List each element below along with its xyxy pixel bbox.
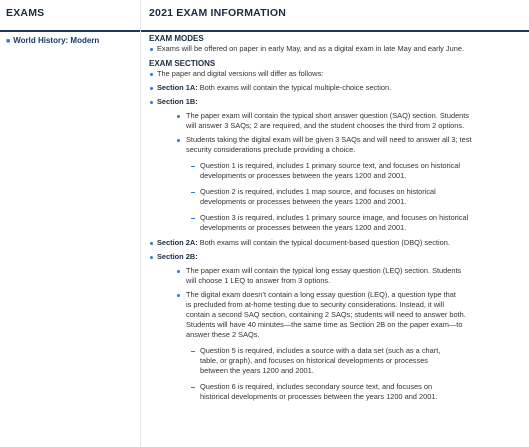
section-1a bbox=[149, 83, 521, 93]
question-6 bbox=[149, 382, 521, 402]
section-1b-label: Section 1B: bbox=[157, 97, 198, 106]
section-1b-paper-line2: will answer 3 SAQs; 2 are required, and the student chooses the third from 2 options. bbox=[186, 121, 465, 130]
section-2b-paper-line2: will choose 1 LEQ to answer from 3 options. bbox=[186, 276, 331, 285]
question-1-line2: developments or processes between the years 1200 and 2001. bbox=[200, 171, 407, 180]
section-1b-paper-line1: The paper exam will contain the typical short answer question (SAQ) section. Students bbox=[186, 111, 470, 120]
section-2a-text: Both exams will contain the typical document-based question (DBQ) section. bbox=[197, 238, 450, 247]
question-3-line1: Question 3 is required, includes 1 primary source image, and focuses on historical bbox=[200, 213, 469, 222]
question-2-line2: developments or processes between the years 1200 and 2001. bbox=[200, 197, 407, 206]
section-1a-text: Both exams will contain the typical multiple-choice section. bbox=[197, 83, 392, 92]
section-1b-digital-line1: Students taking the digital exam will be given 3 SAQs and will need to answer all 3; test bbox=[186, 135, 472, 144]
section-2b-digital-line3: contain a second SAQ section, containing 2 SAQs; students will need to answer both. bbox=[186, 310, 466, 319]
bullet-icon: ■ bbox=[6, 38, 11, 45]
section-2b-digital-line4: Students will have 40 minutes—the same time as Section 2B on the paper exam—to bbox=[186, 320, 463, 329]
section-2b-digital bbox=[149, 290, 521, 340]
section-1a-label: Section 1A: bbox=[157, 83, 198, 92]
question-2-line1: Question 2 is required, includes 1 map source, and focuses on historical bbox=[200, 187, 436, 196]
section-1b-digital bbox=[149, 135, 521, 155]
section-2b-paper bbox=[149, 266, 521, 286]
exam-sections-title: EXAM SECTIONS bbox=[149, 59, 216, 68]
question-1-line1: Question 1 is required, includes 1 primary source text, and focuses on historical bbox=[200, 161, 461, 170]
header-exams: EXAMS bbox=[6, 7, 45, 19]
sections-intro: The paper and digital versions will differ as follows: bbox=[149, 69, 521, 79]
question-5-line2: table, or graph), and focuses on historical developments or processes bbox=[200, 356, 429, 365]
section-2b-paper-line1: The paper exam will contain the typical long essay question (LEQ) section. Students bbox=[186, 266, 462, 275]
question-1 bbox=[149, 161, 521, 181]
section-2b-digital-line1: The digital exam doesn’t contain a long essay question (LEQ), a question type that bbox=[186, 290, 456, 299]
header-exam-information: 2021 EXAM INFORMATION bbox=[149, 7, 287, 19]
table-header bbox=[0, 0, 529, 32]
section-2b bbox=[149, 252, 521, 262]
section-1b-digital-line2: security considerations preclude providing a choice. bbox=[186, 145, 356, 154]
exam-name-label: World History: Modern bbox=[13, 36, 100, 45]
question-5-line3: between the years 1200 and 2001. bbox=[200, 366, 314, 375]
section-2b-digital-line2: is precluded from at-home testing due to security considerations. Instead, it will bbox=[186, 300, 444, 309]
question-5 bbox=[149, 346, 521, 376]
question-5-line1: Question 5 is required, includes a source with a data set (such as a chart, bbox=[200, 346, 441, 355]
section-2a-label: Section 2A: bbox=[157, 238, 198, 247]
section-1b bbox=[149, 97, 521, 107]
section-2b-label: Section 2B: bbox=[157, 252, 198, 261]
section-2b-digital-line5: answer these 2 SAQs. bbox=[186, 330, 260, 339]
exam-modes-title: EXAM MODES bbox=[149, 34, 204, 43]
section-1b-paper bbox=[149, 111, 521, 131]
question-3 bbox=[149, 213, 521, 233]
exam-information-column bbox=[149, 33, 521, 402]
question-6-line1: Question 6 is required, includes secondary source text, and focuses on bbox=[200, 382, 433, 391]
exam-name[interactable] bbox=[6, 36, 99, 45]
section-2a bbox=[149, 238, 521, 248]
question-6-line2: historical developments or processes between the years 1200 and 2001. bbox=[200, 392, 438, 401]
column-divider bbox=[140, 0, 141, 447]
exam-modes-text: Exams will be offered on paper in early May, and as a digital exam in late May and early June. bbox=[149, 44, 521, 54]
question-2 bbox=[149, 187, 521, 207]
question-3-line2: developments or processes between the years 1200 and 2001. bbox=[200, 223, 407, 232]
